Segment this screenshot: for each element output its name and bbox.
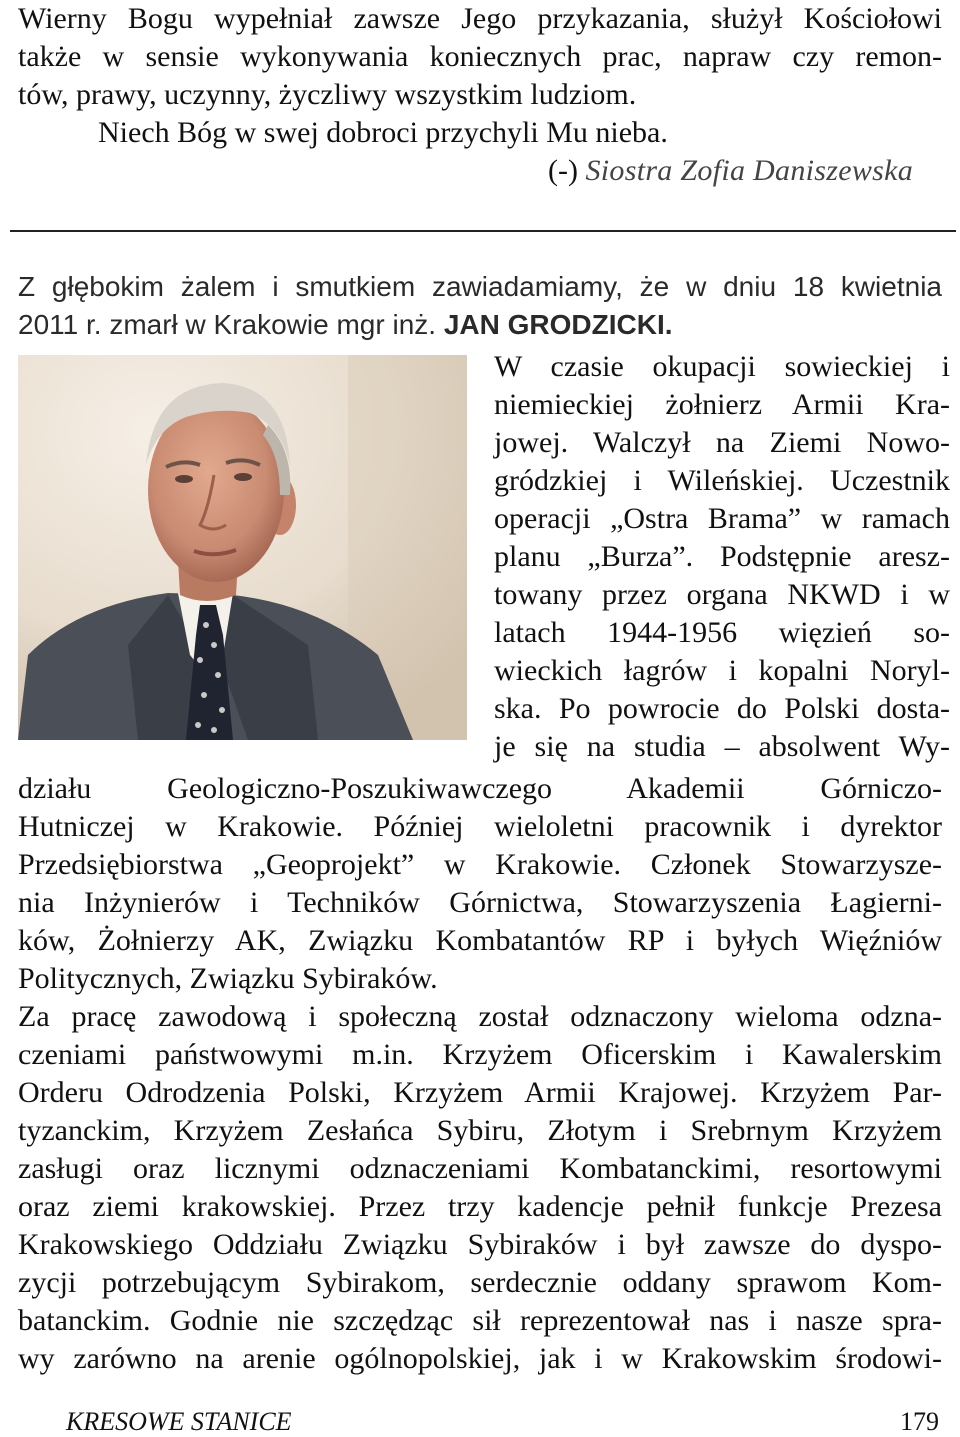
body-line-12: oraz ziemi krakowskiej. Przez trzy kadencje pełnił funkcje Prezesa	[18, 1190, 942, 1223]
side-line-7: towany przez organa NKWD i w	[494, 578, 950, 611]
deceased-name: JAN GRODZICKI.	[443, 309, 673, 340]
body-line-11: zasługi oraz licznymi odznaczeniami Kombatanckimi, resortowymi	[18, 1152, 942, 1185]
body-line-15: batanckim. Godnie nie szczędząc sił reprezentował nas i nasze spra-	[18, 1304, 942, 1337]
side-line-9: wieckich łagrów i kopalni Noryl-	[494, 654, 950, 687]
body-line-3: Przedsiębiorstwa „Geoprojekt” w Krakowie. Członek Stowarzysze-	[18, 848, 942, 881]
body-line-1: działu Geologiczno-Poszukiwawczego Akademii Górniczo-	[18, 772, 942, 805]
side-line-11: je się na studia – absolwent Wy-	[494, 730, 950, 763]
side-line-4: gródzkiej i Wileńskiej. Uczestnik	[494, 464, 950, 497]
body-line-5: ków, Żołnierzy AK, Związku Kombatantów RP i byłych Więźniów	[18, 924, 942, 957]
side-line-6: planu „Burza”. Podstępnie aresz-	[494, 540, 950, 573]
letter-line-2: także w sensie wykonywania koniecznych prac, napraw czy remon-	[18, 40, 942, 73]
signature-prefix: (-)	[548, 154, 586, 187]
intro-line-2-text: 2011 r. zmarł w Krakowie mgr inż.	[18, 309, 444, 340]
body-line-6: Politycznych, Związku Sybiraków.	[18, 962, 438, 995]
footer-publication: KRESOWE STANICE	[66, 1407, 292, 1436]
body-line-16: wy zarówno na arenie ogólnopolskiej, jak i w Krakowskim środowi-	[18, 1342, 942, 1375]
letter-line-3: tów, prawy, uczynny, życzliwy wszystkim ludziom.	[18, 78, 637, 111]
body-line-8: czeniami państwowymi m.in. Krzyżem Oficerskim i Kawalerskim	[18, 1038, 942, 1071]
portrait-illustration	[18, 355, 467, 740]
obituary-intro-line-2	[18, 306, 942, 344]
side-line-1: W czasie okupacji sowieckiej i	[494, 350, 950, 383]
side-line-2: niemieckiej żołnierz Armii Kra-	[494, 388, 950, 421]
obituary-intro-line-1: Z głębokim żalem i smutkiem zawiadamiamy, że w dniu 18 kwietnia	[18, 271, 942, 302]
side-line-10: ska. Po powrocie do Polski dosta-	[494, 692, 950, 725]
letter-signature	[548, 152, 913, 190]
body-line-7: Za pracę zawodową i społeczną został odznaczony wieloma odzna-	[18, 1000, 942, 1033]
side-line-8: latach 1944-1956 więzień so-	[494, 616, 950, 649]
body-line-13: Krakowskiego Oddziału Związku Sybiraków i był zawsze do dyspo-	[18, 1228, 942, 1261]
body-line-2: Hutniczej w Krakowie. Później wieloletni pracownik i dyrektor	[18, 810, 942, 843]
letter-line-1: Wierny Bogu wypełniał zawsze Jego przykazania, służył Kościołowi	[18, 2, 942, 35]
footer-page-number: 179	[900, 1407, 939, 1436]
body-line-9: Orderu Odrodzenia Polski, Krzyżem Armii Krajowej. Krzyżem Par-	[18, 1076, 942, 1109]
letter-line-4: Niech Bóg w swej dobroci przychyli Mu nieba.	[98, 116, 668, 149]
body-line-10: tyzanckim, Krzyżem Zesłańca Sybiru, Złotym i Srebrnym Krzyżem	[18, 1114, 942, 1147]
side-line-5: operacji „Ostra Brama” w ramach	[494, 502, 950, 535]
signature-name: Siostra Zofia Daniszewska	[585, 154, 914, 187]
portrait-photo	[18, 355, 467, 740]
body-line-4: nia Inżynierów i Techników Górnictwa, Stowarzyszenia Łagierni-	[18, 886, 942, 919]
body-line-14: zycji potrzebującym Sybirakom, serdecznie oddany sprawom Kom-	[18, 1266, 942, 1299]
side-line-3: jowej. Walczył na Ziemi Nowo-	[494, 426, 950, 459]
section-divider	[10, 230, 956, 232]
